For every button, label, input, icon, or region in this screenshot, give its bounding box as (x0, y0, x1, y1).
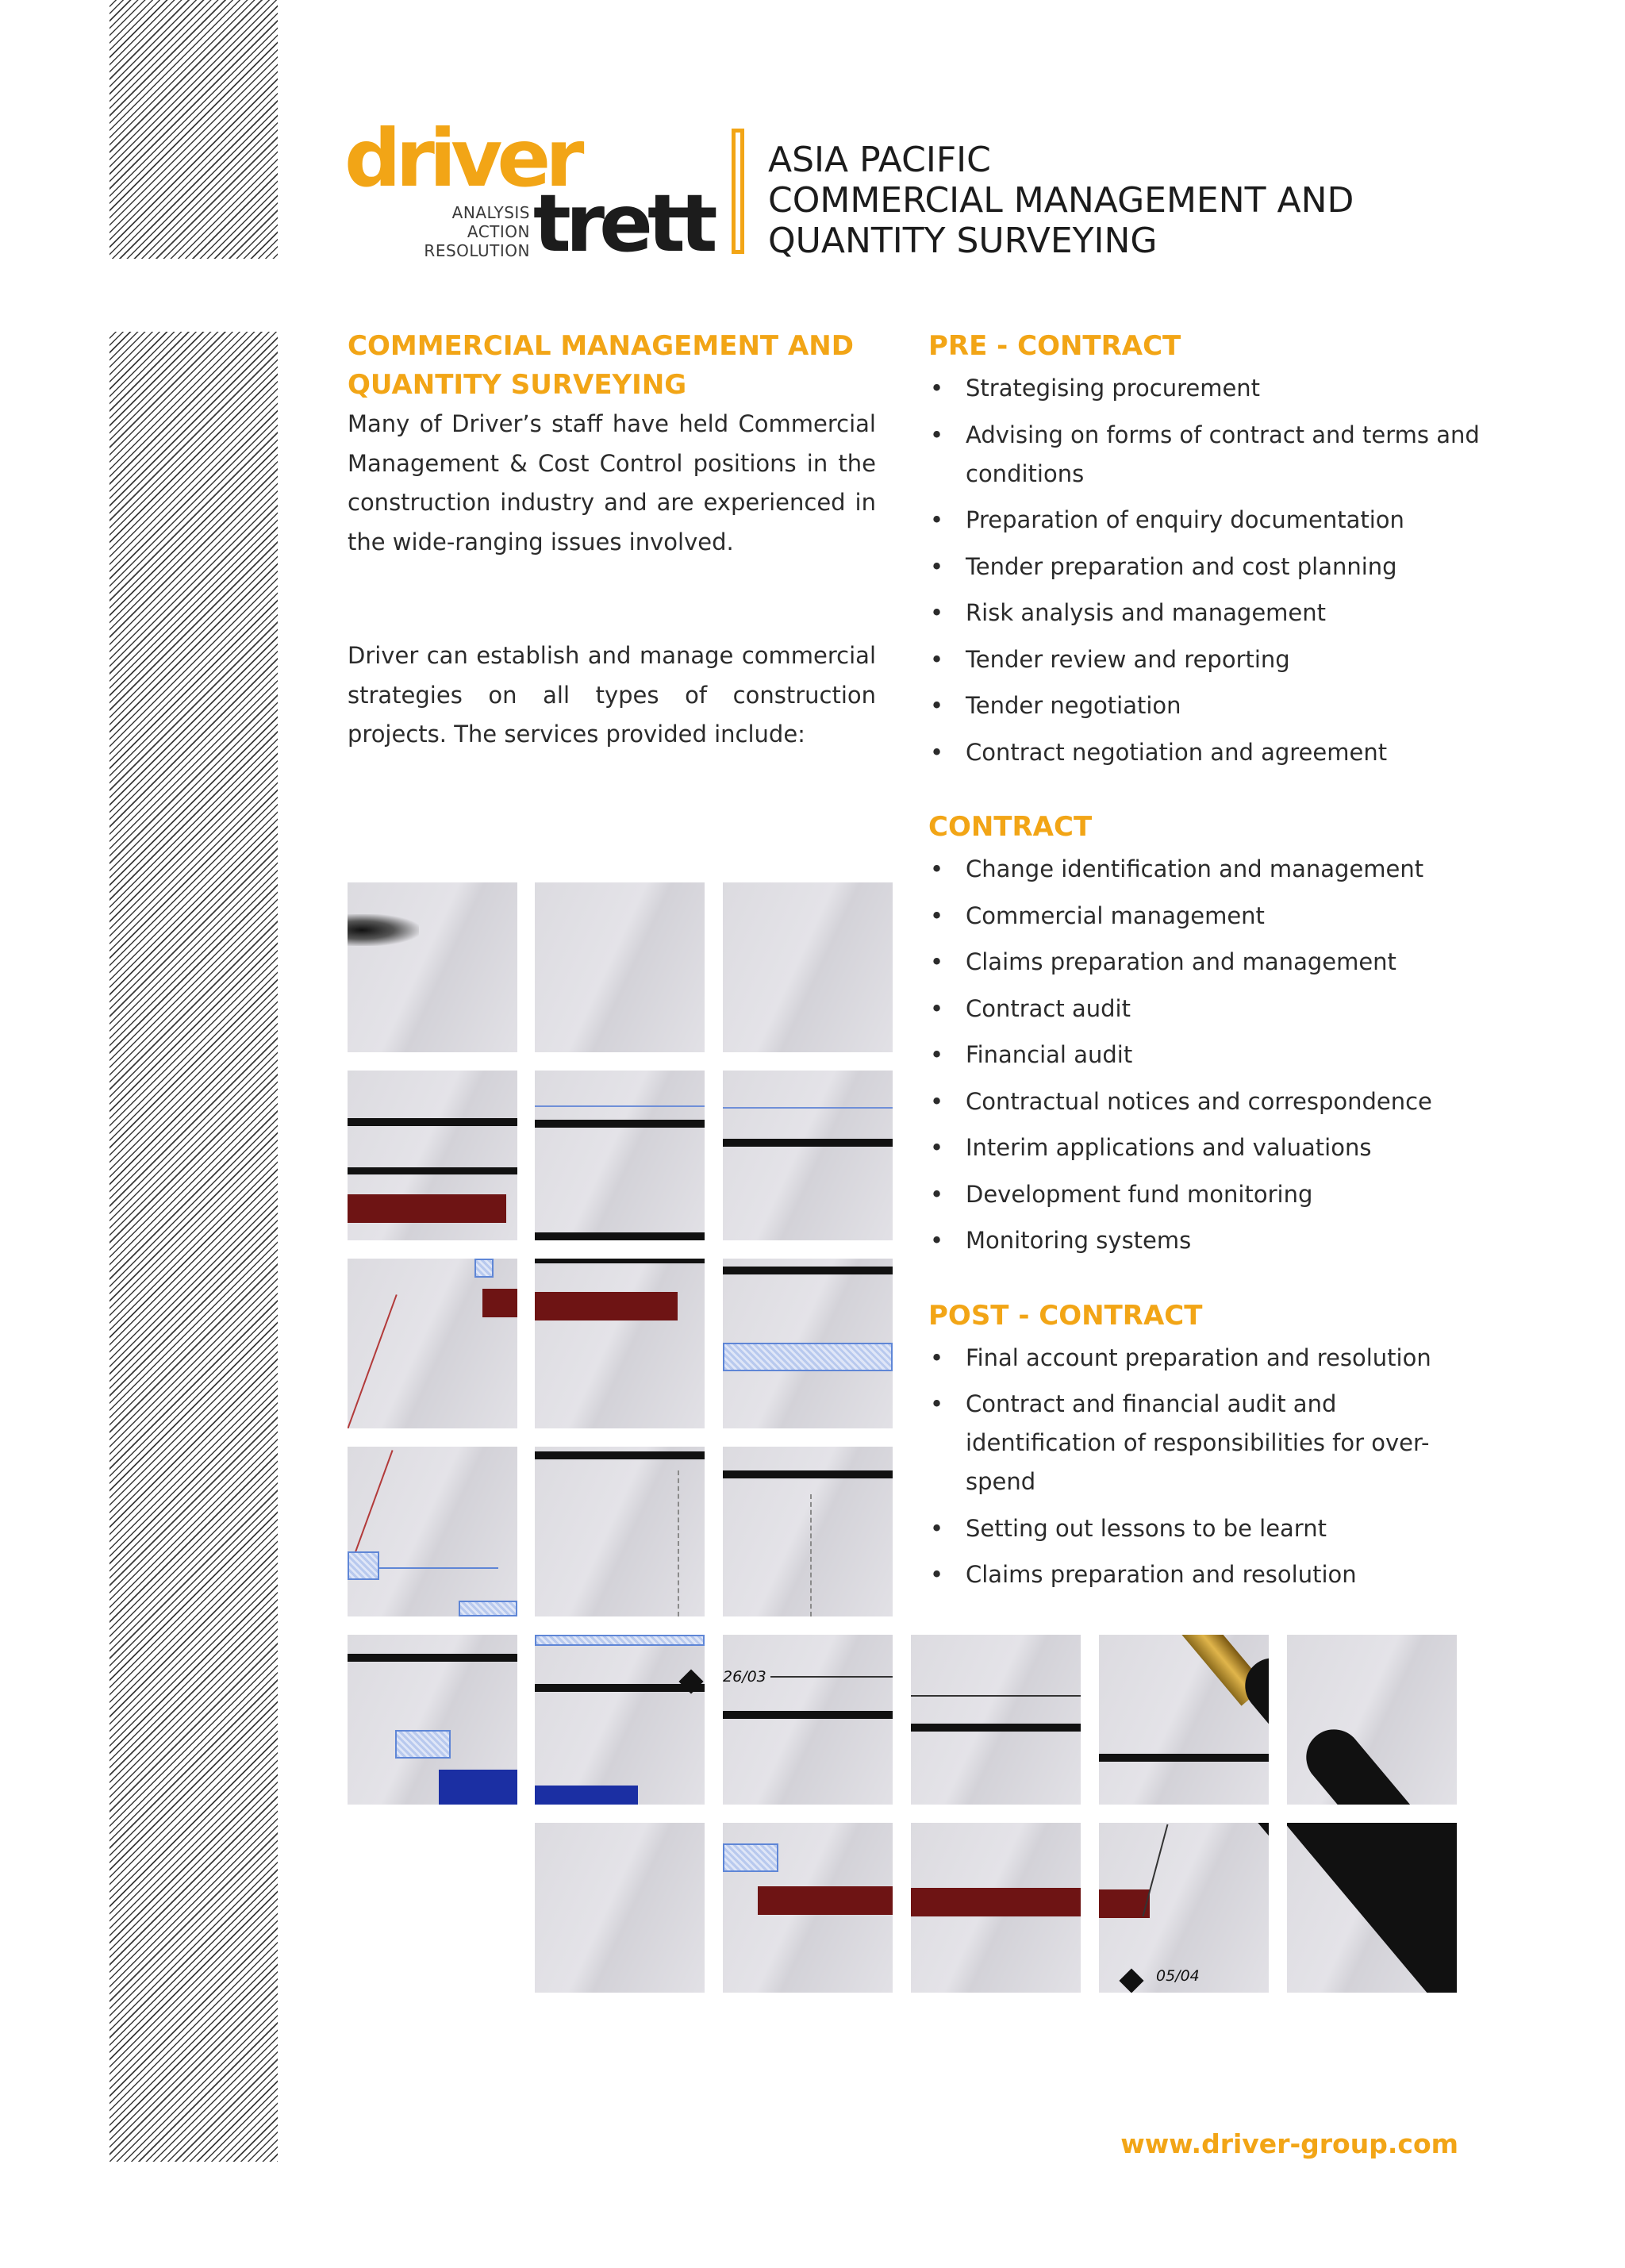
photo-tile (723, 1447, 893, 1616)
photo-tile (1099, 1823, 1269, 1993)
photo-tile (535, 1823, 705, 1993)
section-heading-pre-contract: PRE - CONTRACT (928, 330, 1181, 362)
photo-tile (1287, 1635, 1457, 1805)
list-item: • Final account preparation and resolution (928, 1339, 1484, 1378)
list-item: • Preparation of enquiry documentation (928, 501, 1484, 540)
photo-tile (911, 1635, 1081, 1805)
list-item: • Contract audit (928, 990, 1484, 1028)
photo-tile (535, 1447, 705, 1616)
pre-contract-list (928, 369, 1484, 772)
intro-heading: COMMERCIAL MANAGEMENT AND QUANTITY SURVEYING (348, 330, 854, 401)
list-item: • Tender negotiation (928, 686, 1484, 725)
list-item: • Change identification and management (928, 850, 1484, 889)
photo-tile (535, 882, 705, 1052)
page-title-line: ASIA PACIFIC (768, 140, 991, 180)
list-item: • Contract negotiation and agreement (928, 733, 1484, 772)
page-title (768, 140, 1354, 261)
list-item: • Setting out lessons to be learnt (928, 1509, 1484, 1548)
logo-tagline: ACTION (467, 222, 530, 241)
intro-paragraph: Driver can establish and manage commercial strategies on all types of construction projects. The services provided include: (348, 642, 876, 748)
photo-tile (723, 1635, 893, 1805)
page-title-line: COMMERCIAL MANAGEMENT AND (768, 180, 1354, 221)
photo-tile (723, 882, 893, 1052)
logo-divider-bar (732, 129, 744, 254)
gantt-date-label: 26/03 (723, 1668, 766, 1686)
list-item: • Claims preparation and management (928, 943, 1484, 982)
photo-tile (348, 882, 517, 1052)
logo-tagline: RESOLUTION (424, 241, 530, 260)
photo-tile (535, 1635, 705, 1805)
list-item: • Financial audit (928, 1036, 1484, 1074)
list-item: • Contractual notices and correspondence (928, 1082, 1484, 1121)
list-item: • Tender preparation and cost planning (928, 548, 1484, 586)
post-contract-list (928, 1339, 1484, 1595)
intro-column (348, 327, 876, 755)
list-item: • Tender review and reporting (928, 640, 1484, 679)
logo-word-trett: trett (533, 177, 713, 270)
intro-paragraph: Many of Driver’s staff have held Commercial Management & Cost Control positions in the construction industry and are experienced in the wide-ranging issues involved. (348, 410, 876, 555)
services-column (928, 327, 1484, 1602)
photo-tile (348, 1071, 517, 1240)
photo-tile (348, 1447, 517, 1616)
contract-list (928, 850, 1484, 1260)
logo-word-driver: driver (344, 112, 579, 205)
photo-tile (723, 1259, 893, 1428)
gantt-date-label: 05/04 (1156, 1967, 1200, 1985)
list-item: • Contract and financial audit and identification of responsibilities for over-spend (928, 1385, 1484, 1501)
photo-tile (348, 1259, 517, 1428)
photo-tile (535, 1259, 705, 1428)
photo-tile (911, 1823, 1081, 1993)
list-item: • Development fund monitoring (928, 1175, 1484, 1214)
photo-tile (1099, 1635, 1269, 1805)
list-item: • Monitoring systems (928, 1221, 1484, 1260)
photo-tile (348, 1635, 517, 1805)
list-item: • Risk analysis and management (928, 594, 1484, 632)
hatched-strip-top (109, 0, 278, 259)
photo-tile (1287, 1823, 1457, 1993)
website-link[interactable]: www.driver-group.com (1120, 2128, 1458, 2159)
section-heading-contract: CONTRACT (928, 811, 1093, 843)
list-item: • Advising on forms of contract and terms and conditions (928, 416, 1484, 494)
logo-taglines (397, 203, 530, 260)
photo-tile (723, 1823, 893, 1993)
photo-tile (535, 1071, 705, 1240)
photo-tile (723, 1071, 893, 1240)
list-item: • Claims preparation and resolution (928, 1555, 1484, 1594)
list-item: • Strategising procurement (928, 369, 1484, 408)
page-title-line: QUANTITY SURVEYING (768, 221, 1158, 261)
hatched-strip-main (109, 332, 278, 2162)
list-item: • Commercial management (928, 897, 1484, 936)
list-item: • Interim applications and valuations (928, 1128, 1484, 1167)
logo-tagline: ANALYSIS (451, 203, 530, 222)
section-heading-post-contract: POST - CONTRACT (928, 1299, 1203, 1332)
